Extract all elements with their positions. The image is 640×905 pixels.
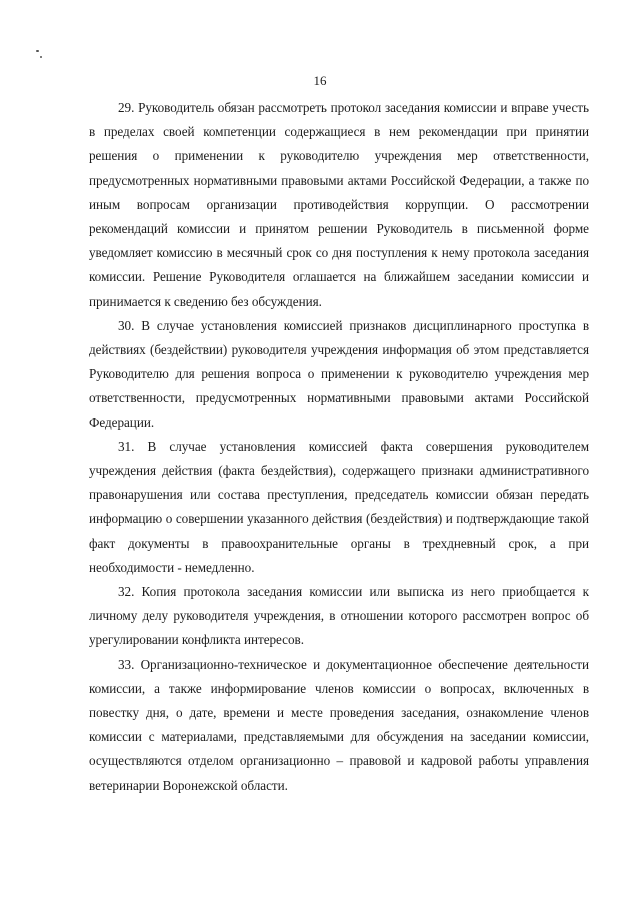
scan-speck [36,50,39,52]
page-number: 16 [313,73,327,88]
paragraph-29: 29. Руководитель обязан рассмотреть протокол заседания комиссии и вправе учесть в пределах своей компетенции содержащиеся в нем рекомендации при принятии решения о применении к руководителю учреждения мер ответственности, предусмотренных нормативными правовыми актами Российской Федерации, а также по иным вопросам организации противодействия коррупции. О рассмотрении рекомендаций комиссии и принятом решении Руководитель в письменной форме уведомляет комиссию в месячный срок со дня поступления к нему протокола заседания комиссии. Решение Руководителя оглашается на ближайшем заседании комиссии и принимается к сведению без обсуждения. [89,100,589,309]
paragraph-30: 30. В случае установления комиссией признаков дисциплинарного проступка в действиях (бездействии) руководителя учреждения информация об этом представляется Руководителю для решения вопроса о применении к руководителю учреждения мер ответственности, предусмотренных нормативными правовыми актами Российской Федерации. [89,317,589,430]
paragraph-33: 33. Организационно-техническое и документационное обеспечение деятельности комиссии, а также информирование членов комиссии о вопросах, включенных в повестку дня, о дате, времени и месте проведения заседания, ознакомление членов комиссии с материалами, представляемыми для обсуждения на заседании комиссии, осуществляются отделом организационно – правовой и кадровой работы управления ветеринарии Воронежской области. [89,656,589,793]
paragraph-31: 31. В случае установления комиссией факта совершения руководителем учреждения действия (факта бездействия), содержащего признаки административного правонарушения или состава преступления, председатель комиссии обязан передать информацию о совершении указанного действия (бездействия) и подтверждающие такой факт документы в правоохранительные органы в трехдневный срок, а при необходимости - немедленно. [89,438,589,575]
document-body [89,96,589,798]
paragraph-32: 32. Копия протокола заседания комиссии или выписка из него приобщается к личному делу руководителя учреждения, в отношении которого рассмотрен вопрос об урегулировании конфликта интересов. [89,584,589,648]
scan-speck [40,56,42,58]
